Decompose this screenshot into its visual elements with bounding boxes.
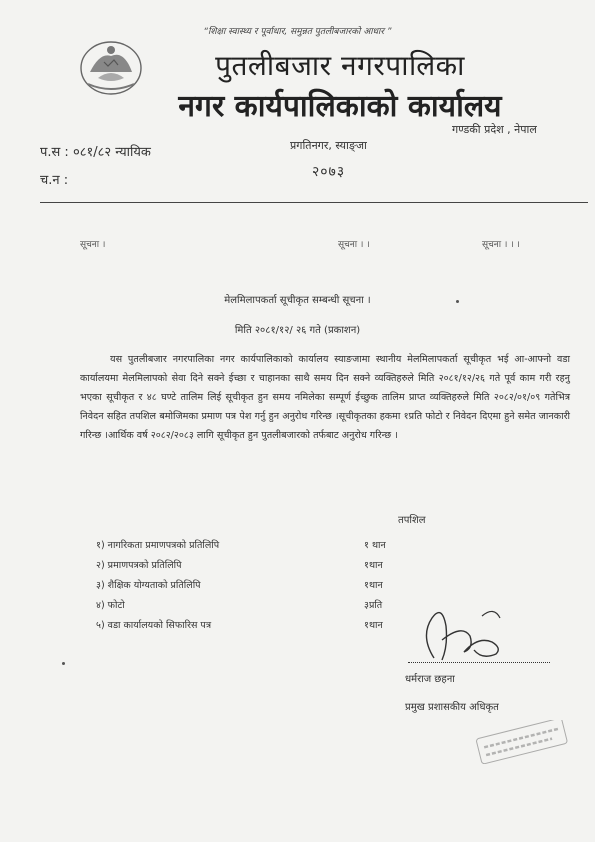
province-label: गण्डकी प्रदेश , नेपाल: [452, 123, 537, 136]
subject-line: मेलमिलापकर्ता सूचीकृत सम्बन्धी सूचना ।: [224, 295, 371, 306]
notice-label-1: सूचना ।: [80, 240, 106, 250]
list-item-qty: १ थान: [364, 540, 386, 551]
signer-designation: प्रमुख प्रशासकीय अधिकृत: [405, 702, 499, 713]
list-item-label: ५) वडा कार्यालयको सिफारिस पत्र: [96, 620, 212, 631]
patra-sankhya: प.स : ०८१/८२ न्यायिक: [40, 145, 151, 160]
list-item: [96, 618, 416, 638]
list-item: [96, 578, 416, 598]
municipality-title: पुतलीबजार नगरपालिका: [215, 49, 465, 82]
signature-mark: [412, 596, 512, 666]
header-divider: [40, 202, 588, 203]
address-label: प्रगतिनगर, स्याङ्जा: [290, 139, 367, 152]
list-item: [96, 598, 416, 618]
chalani-number: च.न :: [40, 173, 69, 188]
signature-line: [408, 662, 550, 663]
official-stamp: [472, 720, 572, 764]
year-label: २०७३: [312, 164, 346, 180]
scan-speck: [456, 300, 459, 303]
list-item-qty: ३प्रति: [364, 600, 383, 611]
scan-speck: [62, 662, 65, 665]
list-item: [96, 558, 416, 578]
list-item-label: ३) शैक्षिक योग्यताको प्रतिलिपि: [96, 580, 201, 591]
publish-date: मिति २०८१/१२/ २६ गते (प्रकाशन): [234, 325, 361, 336]
notice-label-3: सूचना । । ।: [482, 240, 520, 250]
motto: “शिक्षा स्वास्थ्य र पूर्वाधार, समुन्नत पुतलीबजारको आधार ”: [203, 27, 392, 37]
list-item-label: ४) फोटो: [96, 600, 125, 611]
list-item: [96, 538, 416, 558]
list-item-qty: १थान: [364, 560, 383, 571]
document-list: [96, 538, 416, 638]
signer-name: धर्मराज छहना: [405, 674, 455, 685]
list-item-qty: १थान: [364, 620, 383, 631]
notice-label-2: सूचना । ।: [338, 240, 370, 250]
tapasil-heading: तपशिल: [398, 515, 426, 526]
office-title: नगर कार्यपालिकाको कार्यालय: [178, 89, 502, 124]
list-item-label: १) नागरिकता प्रमाणपत्रको प्रतिलिपि: [96, 540, 220, 551]
list-item-label: २) प्रमाणपत्रको प्रतिलिपि: [96, 560, 182, 571]
notice-body: यस पुतलीबजार नगरपालिका नगर कार्यपालिकाको कार्यालय स्याङजामा स्थानीय मेलमिलापकर्ता सूचीकृत भई आ-आफ्नो वडा कार्यालयमा मेलमिलापको सेवा दिने सक्ने ईच्छा र चाहानका साथै समय दिन सक्ने व्यक्तिहरुले मिति २०८१/१२/२६ गते पूर्व काम गरी रहनु भएका सूचीकृत र ४८ घण्टे तालिम लिई सूचीकृत हुन समय नमिलेका सम्पूर्ण ईच्छुक तालिम प्राप्त व्यक्तिहरुले मिति २०८२/०१/०९ गतेभित्र निवेदन सहित तपशिल बमोजिमका प्रमाण पत्र पेश गर्नु हुन अनुरोध गरिन्छ ।सूचीकृतका हकमा १प्रति फोटो र निवेदन दिएमा हुने समेत जानकारी गरिन्छ ।आर्थिक वर्ष २०८२/२०८३ लागि सूचीकृत हुन पुतलीबजारको तर्फबाट अनुरोध गरिन्छ ।: [80, 354, 570, 441]
list-item-qty: १थान: [364, 580, 383, 591]
